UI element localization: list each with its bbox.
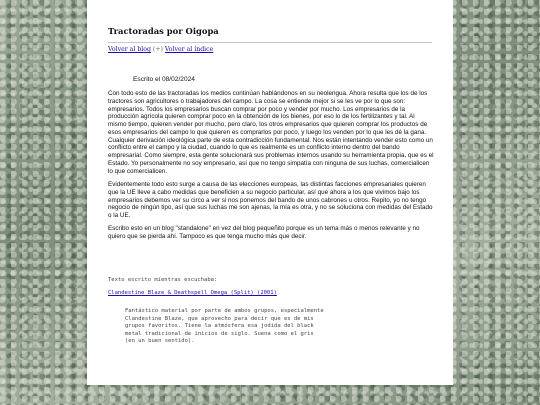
- music-label: Texto escrito mientras escuchaba:: [108, 277, 218, 283]
- back-to-index-link[interactable]: Volver al índice: [164, 46, 214, 53]
- album-link[interactable]: Clandestine Blaze & Deathspell Omega (Split) (2001): [108, 290, 277, 296]
- post-paragraph-2: Evidentemente todo esto surge a causa de las elecciones europeas, las distintas facciones empresariales quieren que la UE lleve a cabo medidas que beneficien a su negocio particular, así que ahora a los que vivimos bajo los empresarios debemos ver su circo a ver si nos ponemos del bando de unos cabrones u otros. Repito, yo no tengo negocio de ningún tipo, así que sus luchas me son ajenas, la mía es otra, y no se soluciona con medidas del Estado o la UE.: [108, 181, 433, 219]
- nav-separator: (+): [152, 46, 163, 53]
- back-to-blog-link[interactable]: Volver al blog: [108, 46, 151, 53]
- title-divider: [108, 42, 432, 43]
- post-title: Tractoradas por Oigopa: [108, 26, 219, 36]
- post-date: Escrito el 08/02/2024: [133, 76, 195, 83]
- post-paragraph-3: Escribo esto en un blog "standalone" en vez del blog pequeñito porque es un tema más o menos relevante y no quiero que se pierda ahí. Tampoco es que tenga mucho más que decir.: [108, 225, 420, 240]
- post-nav: [108, 46, 213, 53]
- album-review: Fantástico material por parte de ambos grupos, especialmente Clandestine Blaze, que aprovecho para decir que es de mis grupos favoritos. Tiene la atmósfera esa jodida del black metal tradicional de inicios de siglo. Suena como el gris (en un buen sentido).: [125, 308, 324, 345]
- post-page: [87, 0, 453, 385]
- post-paragraph-1: Con todo esto de las tractoradas los medios continúan hablándonos en su neolengua. Ahora resulta que los de los tractores son agricultores o trabajadores del campo. La cosa se entiende mejor si se les ve por lo que son: empresarios. Todos los empresarios buscan comprar por poco y vender por mucho. Los empresarios de la producción agrícola quieren comprar poco en la obtención de los bienes, por eso lo de los fertilizantes y tal. Al mismo tiempo, quieren vender por mucho, pero claro, los otros empresarios que quieren comprar los productos de esos empresarios del campo lo que quieren es comprarlos por poco, y luego los venden por lo que les dé la gana. Cualquier derivación ideológica parte de esta contradicción fundamental. Nos están intentando vender esto como un conflicto entre el campo y la ciudad, cuando lo que es realmente es un conflicto interno dentro del bando empresarial. Como siempre, esta gente solucionará sus problemas internos usando su herramienta propia, que es el Estado. Yo personalmente no soy empresario, así que no tengo simpatía con ninguna de sus luchas, comercialicen lo que comercialicen.: [108, 90, 434, 175]
